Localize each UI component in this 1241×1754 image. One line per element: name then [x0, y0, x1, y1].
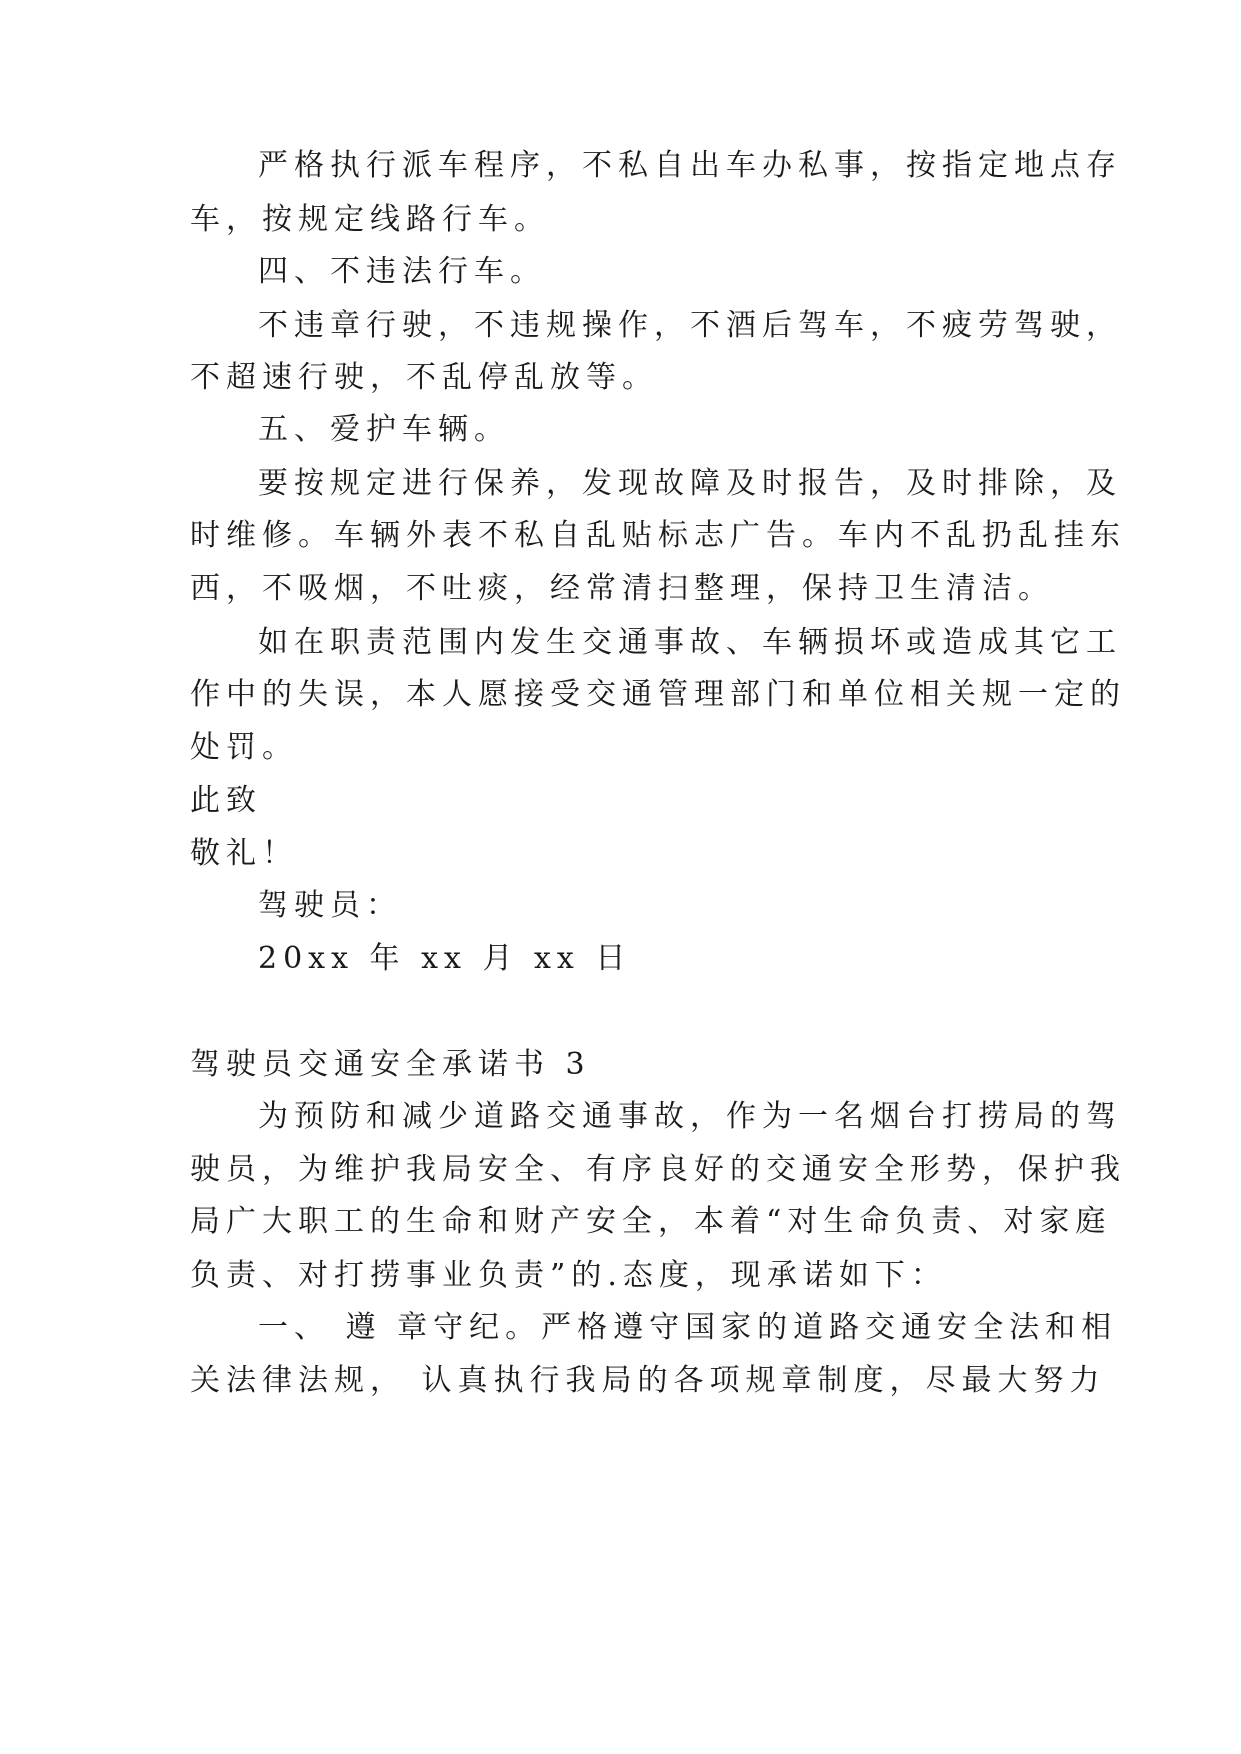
paragraph-line: 不违章行驶，不违规操作，不酒后驾车，不疲劳驾驶，	[258, 308, 1122, 343]
paragraph-line: 为预防和减少道路交通事故，作为一名烟台打捞局的驾	[258, 1099, 1122, 1134]
section-title: 驾驶员交通安全承诺书 3	[190, 1047, 591, 1082]
paragraph-line: 负责、对打捞事业负责”的.态度，现承诺如下：	[190, 1258, 947, 1293]
paragraph-line: 不超速行驶，不乱停乱放等。	[190, 360, 658, 395]
paragraph-line: 严格执行派车程序，不私自出车办私事，按指定地点存	[258, 148, 1122, 183]
paragraph-line: 驶员，为维护我局安全、有序良好的交通安全形势，保护我	[190, 1152, 1126, 1187]
paragraph-line: 如在职责范围内发生交通事故、车辆损坏或造成其它工	[258, 625, 1122, 660]
section-heading: 四、不违法行车。	[258, 254, 546, 289]
signature-date: 20xx 年 xx 月 xx 日	[258, 941, 632, 976]
section-heading: 五、爱护车辆。	[258, 412, 510, 447]
signature-label: 驾驶员：	[258, 888, 402, 923]
paragraph-line: 关法律法规， 认真执行我局的各项规章制度，尽最大努力	[190, 1363, 1106, 1398]
paragraph-line: 局广大职工的生命和财产安全，本着“对生命负责、对家庭	[190, 1204, 1112, 1239]
paragraph-line: 作中的失误，本人愿接受交通管理部门和单位相关规一定的	[190, 677, 1126, 712]
paragraph-line: 西，不吸烟，不吐痰，经常清扫整理，保持卫生清洁。	[190, 571, 1054, 606]
paragraph-line: 处罚。	[190, 730, 298, 765]
paragraph-line: 要按规定进行保养，发现故障及时报告，及时排除，及	[258, 466, 1122, 501]
paragraph-line: 车，按规定线路行车。	[190, 202, 550, 237]
paragraph-line: 时维修。车辆外表不私自乱贴标志广告。车内不乱扔乱挂东	[190, 518, 1126, 553]
paragraph-line: 一、 遵 章守纪。严格遵守国家的道路交通安全法和相	[258, 1310, 1118, 1345]
closing-regards: 敬礼！	[190, 836, 298, 871]
closing-salutation: 此致	[190, 783, 262, 818]
